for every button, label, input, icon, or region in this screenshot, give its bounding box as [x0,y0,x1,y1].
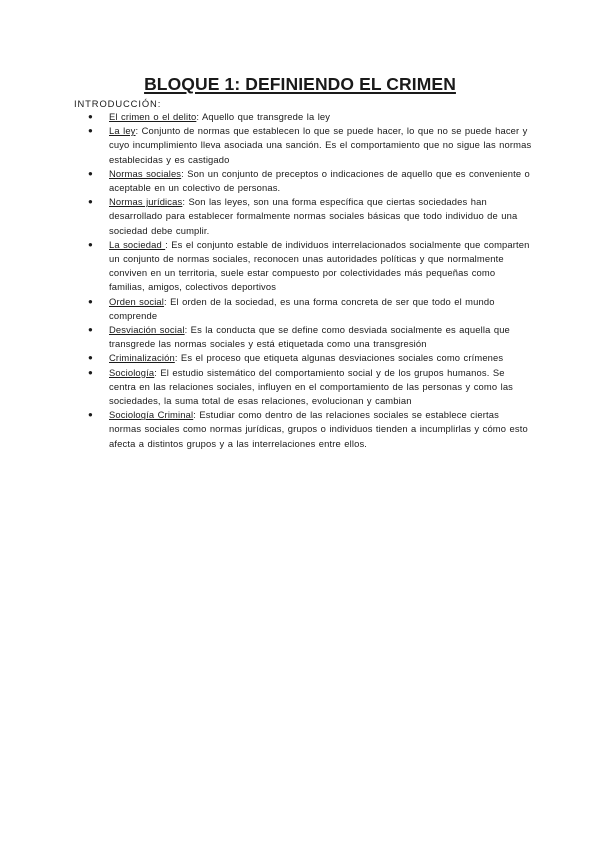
bullet-icon: ● [88,168,93,178]
definition-text: : Es el proceso que etiqueta algunas desviaciones sociales como crímenes [174,352,504,364]
definition-term: Orden social [109,295,165,307]
bullet-icon: ● [88,296,93,306]
document-title [0,74,600,94]
bullet-icon: ● [88,112,93,121]
list-item [74,366,534,409]
bullet-icon: ● [88,239,93,249]
definition-text: : Es el conjunto estable de individuos interrelacionados socialmente que comparten un conjunto de normas sociales, reconocen unas autoridades políticas y que normalmente conviven en un territoria, suele estar compuesto por colectividades más pequeñas como familias, amigos, colectivos deportivos [109,238,530,293]
list-item [74,238,534,295]
definition-text: : Son las leyes, son una forma específica que ciertas sociedades han desarrollado para establecer formalmente normas sociales básicas que todo individuo de una sociedad debe cumplir. [109,196,518,236]
definition-text: : Son un conjunto de preceptos o indicaciones de aquello que es conveniente o aceptable en un colectivo de personas. [109,167,530,194]
definition-term: La sociedad [109,238,166,250]
section-heading: INTRODUCCIÓN: [74,98,162,109]
bullet-icon: ● [88,410,93,420]
bullet-icon: ● [88,325,93,335]
list-item [74,110,534,124]
definition-term: El crimen o el delito [109,111,197,122]
bullet-icon: ● [88,126,93,136]
list-item [74,124,534,167]
definition-text: : Es la conducta que se define como desviada socialmente es aquella que transgrede las normas sociales y está etiquetada como una transgresión [109,324,510,350]
list-item [74,195,534,238]
definition-term: La ley [109,125,136,137]
list-item [74,351,534,365]
definition-term: Sociología [109,366,155,378]
list-item [74,323,534,351]
definition-text: : El estudio sistemático del comportamiento social y de los grupos humanos. Se centra en las relaciones sociales, influyen en el comportamiento de las personas y como las sociedades, la suma total de esas relaciones, evolucionan y cambian [109,366,514,407]
definitions-list [74,110,534,451]
document-title-text: BLOQUE 1: DEFINIENDO EL CRIMEN [144,74,456,94]
bullet-icon: ● [88,197,93,207]
definition-text: : Estudiar como dentro de las relaciones sociales se establece ciertas normas sociales como normas jurídicas, grupos o individuos tienden a incumplirlas y cómo esto afecta a distintos grupos y a las interrelaciones entre ellos. [109,409,528,449]
definition-term: Desviación social [109,324,185,336]
list-item [74,295,534,323]
definition-text: : El orden de la sociedad, es una forma concreta de ser que todo el mundo comprende [109,295,495,321]
definition-text: : Aquello que transgrede la ley [196,111,331,122]
bullet-icon: ● [88,367,93,377]
definition-text: : Conjunto de normas que establecen lo que se puede hacer, lo que no se puede hacer y cuyo incumplimiento lleva asociada una sanción. Es el comportamiento que no sigue las normas establecidas y es castigado [109,125,532,165]
list-item [74,408,534,451]
definition-term: Criminalización [109,352,175,364]
bullet-icon: ● [88,353,93,363]
definition-term: Sociología Criminal [109,409,194,421]
definition-term: Normas sociales [109,167,182,179]
definition-term: Normas jurídicas [109,196,183,208]
list-item [74,167,534,195]
